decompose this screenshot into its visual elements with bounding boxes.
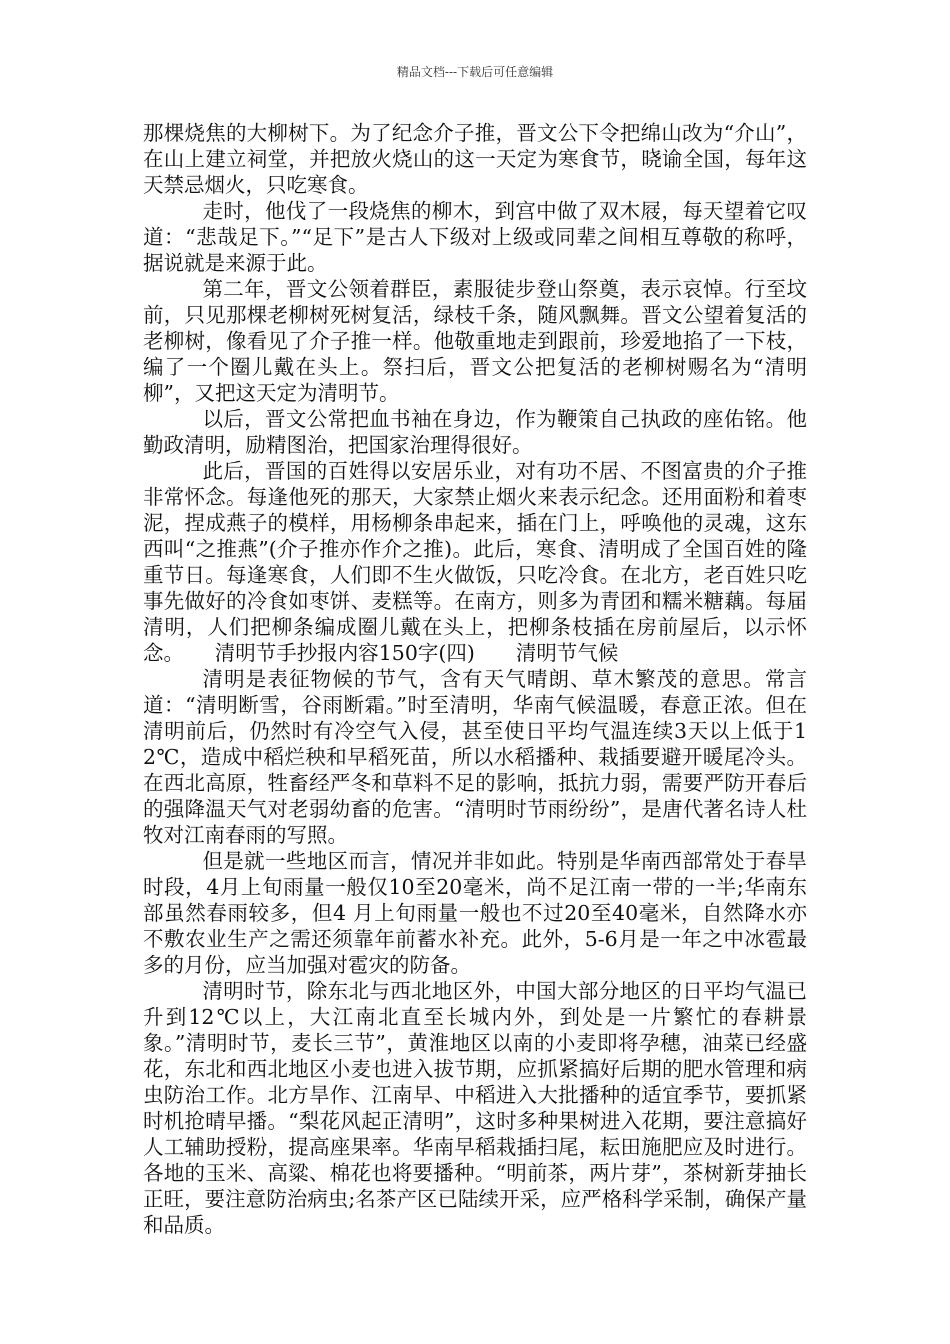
document-body (143, 120, 807, 1238)
paragraph: 清明时节，除东北与西北地区外，中国大部分地区的日平均气温已升到12℃以上，大江南北直至长城内外，到处是一片繁忙的春耕景象。”清明时节，麦长三节”，黄淮地区以南的小麦即将孕穗，油菜已经盛花，东北和西北地区小麦也进入拔节期，应抓紧搞好后期的肥水管理和病虫防治工作。北方旱作、江南早、中稻进入大批播种的适宜季节，要抓紧时机抢晴早播。“梨花风起正清明”，这时多种果树进入花期，要注意搞好人工辅助授粉，提高座果率。华南早稻栽插扫尾，耘田施肥应及时进行。各地的玉米、高粱、棉花也将要播种。“明前茶，两片芽”，茶树新芽抽长正旺，要注意防治病虫;名茶产区已陆续开采，应严格科学采制，确保产量和品质。 (143, 979, 807, 1237)
paragraph: 那棵烧焦的大柳树下。为了纪念介子推，晋文公下令把绵山改为“介山”，在山上建立祠堂，并把放火烧山的这一天定为寒食节，晓谕全国，每年这天禁忌烟火，只吃寒食。 (143, 121, 807, 197)
paragraph: 此后，晋国的百姓得以安居乐业，对有功不居、不图富贵的介子推非常怀念。每逢他死的那天，大家禁止烟火来表示纪念。还用面粉和着枣泥，捏成燕子的模样，用杨柳条串起来，插在门上，呼唤他的灵魂，这东西叫“之推燕”(介子推亦作介之推)。此后，寒食、清明成了全国百姓的隆重节日。每逢寒食，人们即不生火做饭，只吃冷食。在北方，老百姓只吃事先做好的冷食如枣饼、麦糕等。在南方，则多为青团和糯米糖藕。每届清明，人们把柳条编成圈儿戴在头上，把柳条枝插在房前屋后，以示怀念。 清明节手抄报内容150字(四) 清明节气候 (143, 459, 807, 665)
paragraph: 第二年，晋文公领着群臣，素服徒步登山祭奠，表示哀悼。行至坟前，只见那棵老柳树死树复活，绿枝千条，随风飘舞。晋文公望着复活的老柳树，像看见了介子推一样。他敬重地走到跟前，珍爱地掐了一下枝，编了一个圈儿戴在头上。祭扫后，晋文公把复活的老柳树赐名为“清明柳”，又把这天定为清明节。 (143, 277, 807, 405)
paragraph: 但是就一些地区而言，情况并非如此。特别是华南西部常处于春旱时段，4月上旬雨量一般仅10至20毫米，尚不足江南一带的一半;华南东部虽然春雨较多，但4 月上旬雨量一般也不过20至40毫米，自然降水亦不敷农业生产之需还须靠年前蓄水补充。此外，5-6月是一年之中冰雹最多的月份，应当加强对雹灾的防备。 (143, 849, 807, 977)
paragraph: 走时，他伐了一段烧焦的柳木，到宫中做了双木屐，每天望着它叹道：“悲哉足下。”“足下”是古人下级对上级或同辈之间相互尊敬的称呼，据说就是来源于此。 (143, 199, 807, 275)
paragraph: 以后，晋文公常把血书袖在身边，作为鞭策自己执政的座佑铭。他勤政清明，励精图治，把国家治理得很好。 (143, 407, 807, 457)
paragraph: 清明是表征物候的节气，含有天气晴朗、草木繁茂的意思。常言道：“清明断雪，谷雨断霜。”时至清明，华南气候温暖，春意正浓。但在清明前后，仍然时有冷空气入侵，甚至使日平均气温连续3天以上低于12℃，造成中稻烂秧和早稻死苗，所以水稻播种、栽插要避开暖尾冷头。在西北高原，牲畜经严冬和草料不足的影响，抵抗力弱，需要严防开春后的强降温天气对老弱幼畜的危害。“清明时节雨纷纷”，是唐代著名诗人杜牧对江南春雨的写照。 (143, 667, 807, 847)
page-header: 精品文档---下载后可任意编辑 (396, 65, 554, 79)
